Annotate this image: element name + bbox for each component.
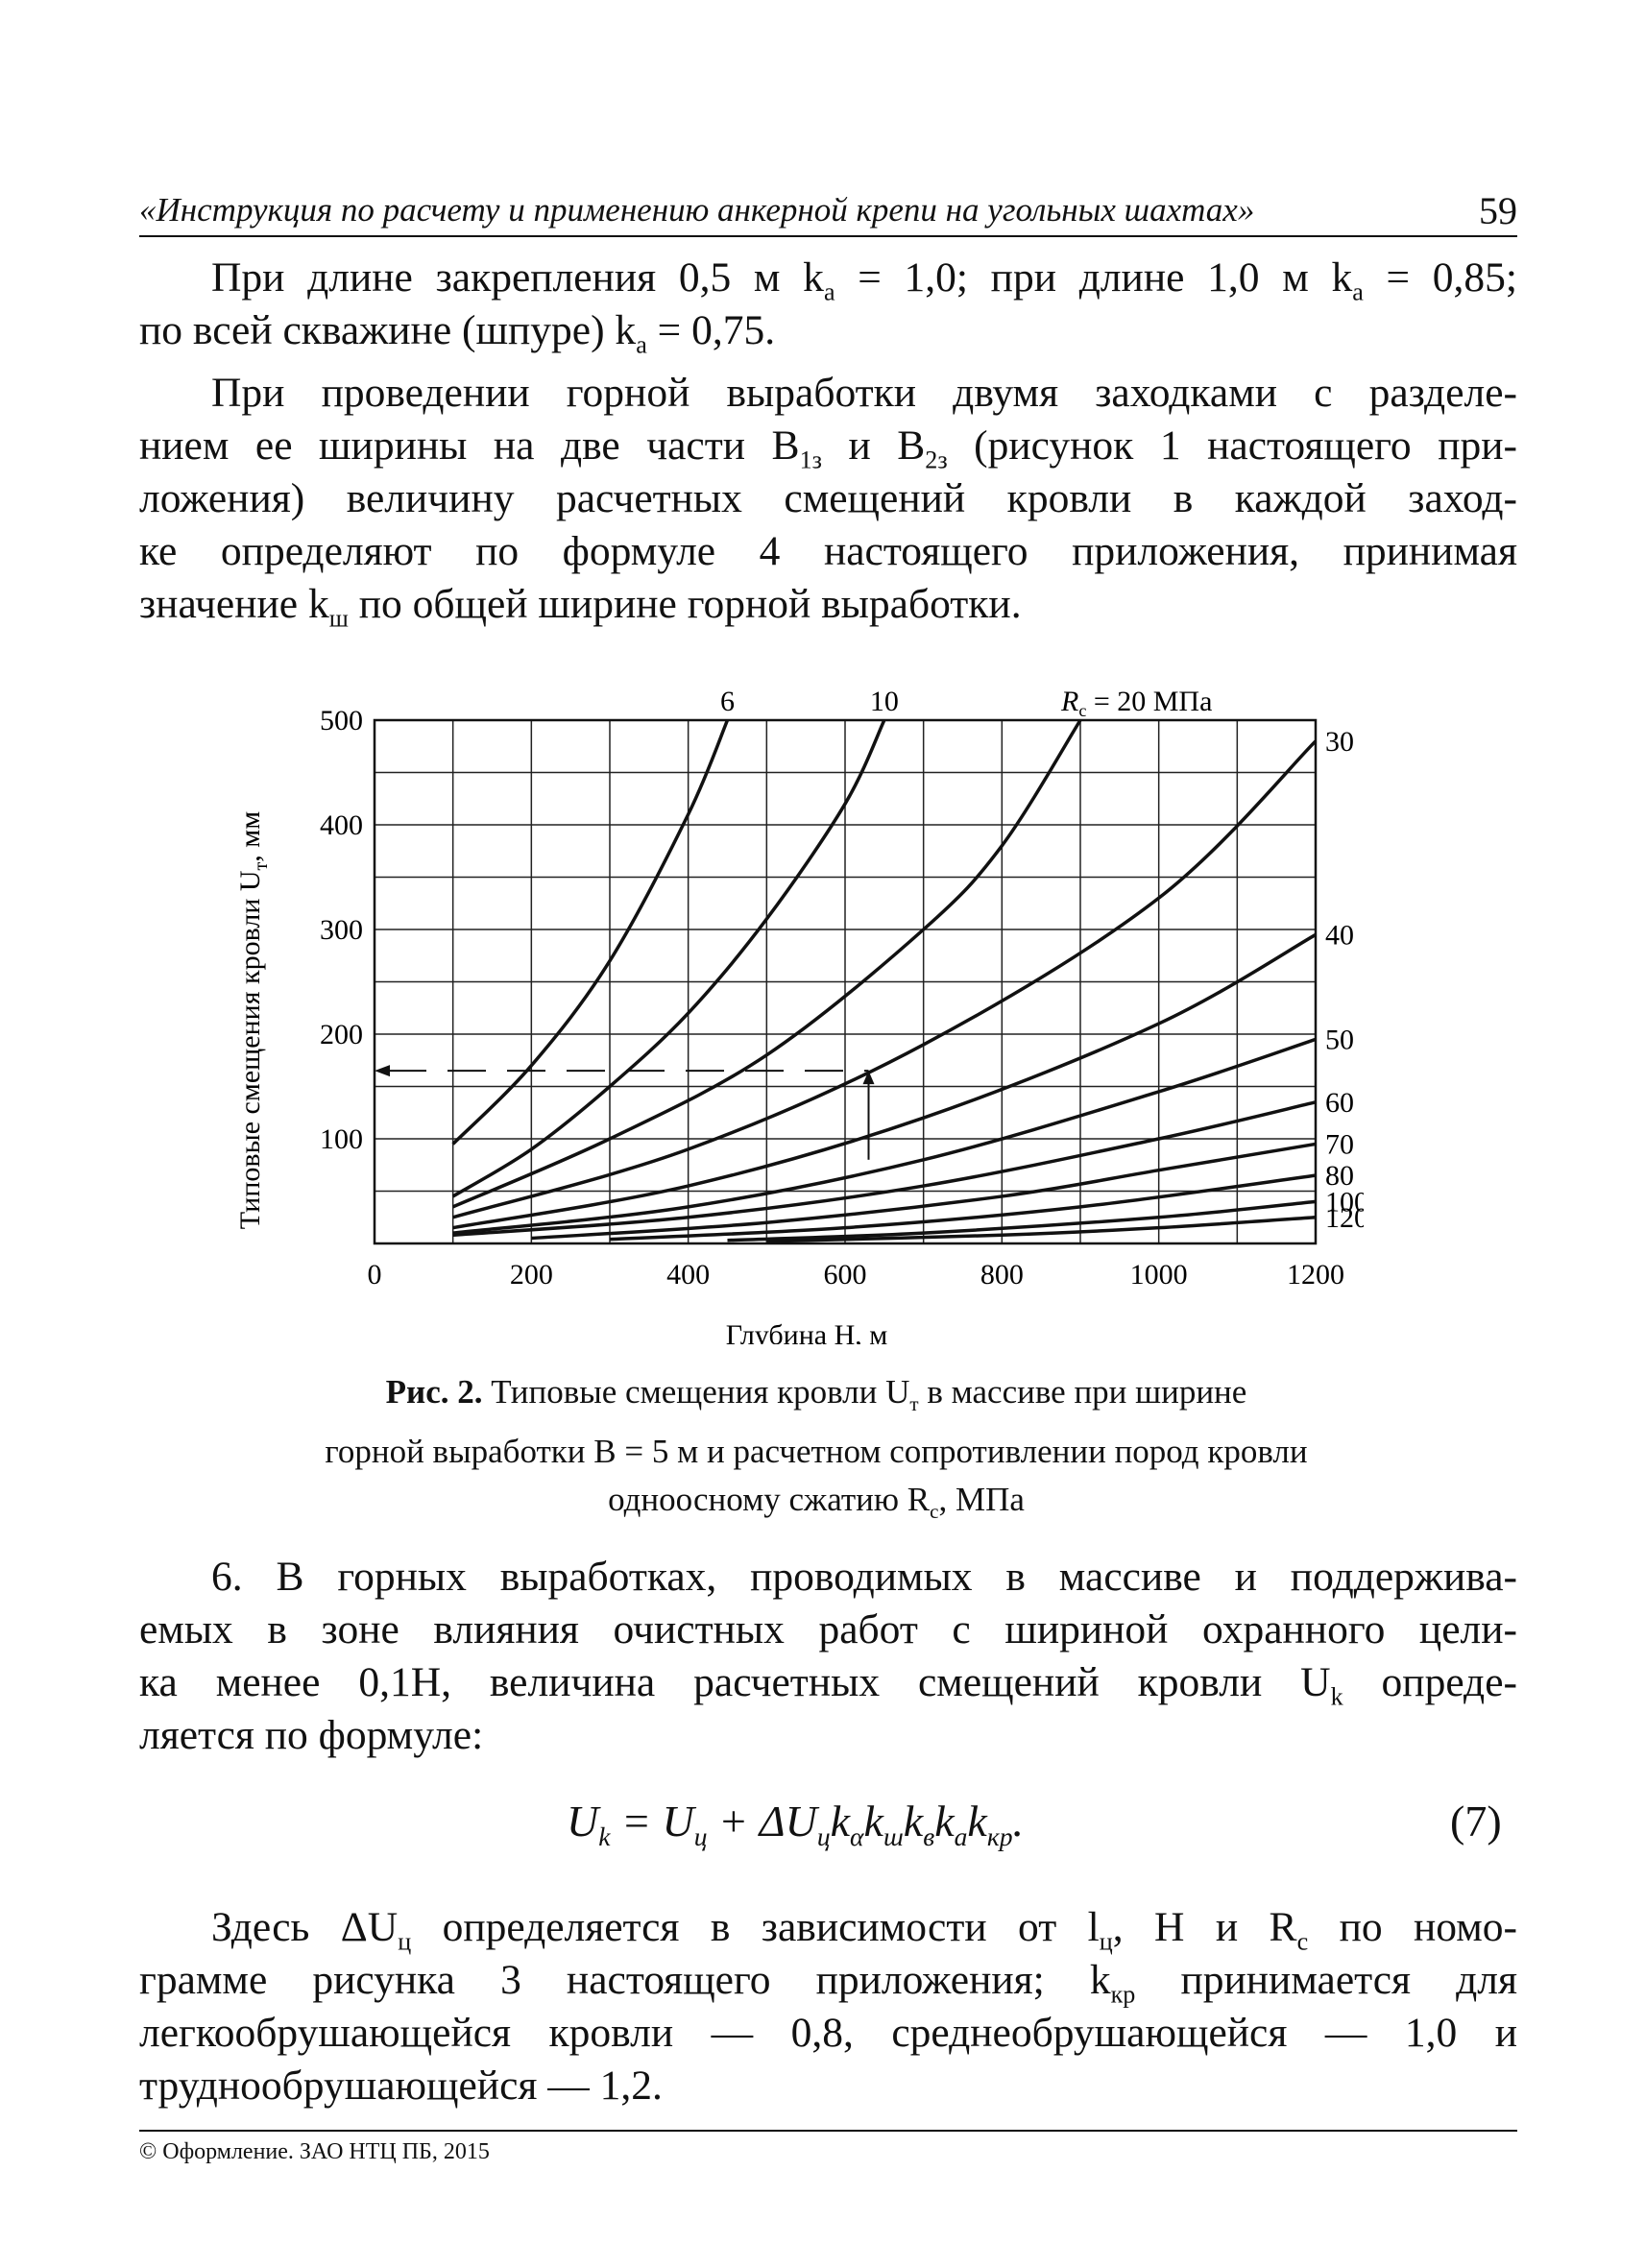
paragraph-here <box>139 1901 1517 2112</box>
x-tick-label: 600 <box>823 1259 867 1291</box>
roof-displacement-chart <box>211 672 1364 1344</box>
text-line: ляется по формуле: <box>139 1712 484 1758</box>
x-tick-label: 0 <box>367 1259 382 1291</box>
paragraph-item-6 <box>139 1551 1517 1762</box>
series-line-10 <box>453 720 884 1196</box>
example-arrowhead-left <box>375 1065 390 1076</box>
y-tick-label: 300 <box>320 914 363 946</box>
footer-copyright: © Оформление. ЗАО НТЦ ПБ, 2015 <box>139 2139 490 2164</box>
series-line-30 <box>453 741 1316 1218</box>
series-label-120: 120 <box>1325 1201 1364 1234</box>
y-tick-label: 200 <box>320 1019 363 1050</box>
text-line: емых в зоне влияния очистных работ с шириной охранного цели- <box>139 1606 1517 1653</box>
text-line: При длине закрепления 0,5 м $k_а = 1,0$; при длине 1,0 м $k_а = 0,85$; <box>211 254 1517 306</box>
series-line-120 <box>766 1218 1316 1242</box>
series-line-6 <box>453 720 728 1144</box>
text-line: При проведении горной выработки двумя заходками с разделе- <box>211 370 1517 416</box>
paragraph-two-stages <box>139 367 1517 631</box>
series-label-10: 10 <box>869 686 899 717</box>
series-label-50: 50 <box>1325 1024 1354 1056</box>
y-tick-label: 500 <box>320 705 363 736</box>
caption-fig-number: Рис. 2. <box>385 1373 483 1411</box>
figure-caption <box>211 1368 1421 1535</box>
x-tick-label: 1000 <box>1129 1259 1188 1291</box>
caption-line-2: горной выработки B = 5 м и расчетном сопротивлении пород кровли <box>325 1433 1308 1470</box>
series-label-100: 100 <box>1325 1186 1364 1218</box>
series-label-30: 30 <box>1325 725 1354 758</box>
chart-svg <box>211 672 1364 1344</box>
x-tick-label: 1200 <box>1287 1259 1344 1291</box>
series-label-70: 70 <box>1325 1128 1354 1161</box>
x-tick-label: 400 <box>666 1259 711 1291</box>
x-axis-label: Глубина H, м <box>725 1319 888 1344</box>
caption-text-1: Типовые смещения кровли $U_т$ в массиве при ширине <box>491 1373 1247 1415</box>
running-header <box>139 187 1517 237</box>
formula-number: (7) <box>1450 1797 1502 1846</box>
text-line: грамме рисунка 3 настоящего приложения; $k_{кр}$ принимается для <box>139 1957 1517 2009</box>
page-number: 59 <box>1479 189 1517 232</box>
paragraph-anchor-length <box>139 252 1517 357</box>
text-line: ка менее 0,1H, величина расчетных смещений кровли $U_k$ опреде- <box>139 1659 1517 1711</box>
text-line: нием ее ширины на две части $B_{1з}$ и $B_{2з}$ (рисунок 1 настоящего при- <box>139 422 1517 474</box>
text-line: значение $k_ш$ по общей ширине горной выработки. <box>139 581 1022 633</box>
footer-rule <box>139 2130 1517 2132</box>
series-label-60: 60 <box>1325 1086 1354 1119</box>
x-tick-label: 800 <box>980 1259 1024 1291</box>
series-label-6: 6 <box>720 686 735 717</box>
text-line: по всей скважине (шпуре) $k_а = 0,75$. <box>139 307 776 359</box>
text-line: 6. В горных выработках, проводимых в массиве и поддержива- <box>211 1554 1517 1600</box>
y-axis-label: Типовые смещения кровли $U_т$, мм <box>234 810 272 1230</box>
text-line: Здесь $\Delta U_ц$ определяется в зависимости от $l_ц$, H и $R_с$ по номо- <box>211 1904 1517 1956</box>
y-tick-label: 400 <box>320 809 363 841</box>
y-tick-label: 100 <box>320 1123 363 1155</box>
caption-line-1 <box>211 1368 1421 1428</box>
x-tick-label: 200 <box>509 1259 553 1291</box>
text-line: ложения) величину расчетных смещений кровли в каждой заход- <box>139 475 1517 521</box>
caption-line-3: одноосному сжатию $R_с$, МПа <box>608 1481 1025 1523</box>
series-label-40: 40 <box>1325 919 1354 952</box>
text-line: легкообрушающейся кровли — 0,8, среднеобрушающейся — 1,0 и <box>139 2010 1517 2056</box>
text-line: труднообрушающейся — 1,2. <box>139 2063 663 2109</box>
text-line: ке определяют по формуле 4 настоящего приложения, принимая <box>139 528 1517 574</box>
series-label-20: $R_с = 20$ МПа <box>1061 686 1213 720</box>
header-title: «Инструкция по расчету и применению анкерной крепи на угольных шахтах» <box>139 191 1255 229</box>
series-line-50 <box>453 1039 1316 1233</box>
formula-7: $U_k = U_ц + \Delta U_цk_\alpha k_шk_вk_аk_{кр}$. <box>567 1797 1025 1852</box>
series-label-80: 80 <box>1325 1160 1354 1193</box>
